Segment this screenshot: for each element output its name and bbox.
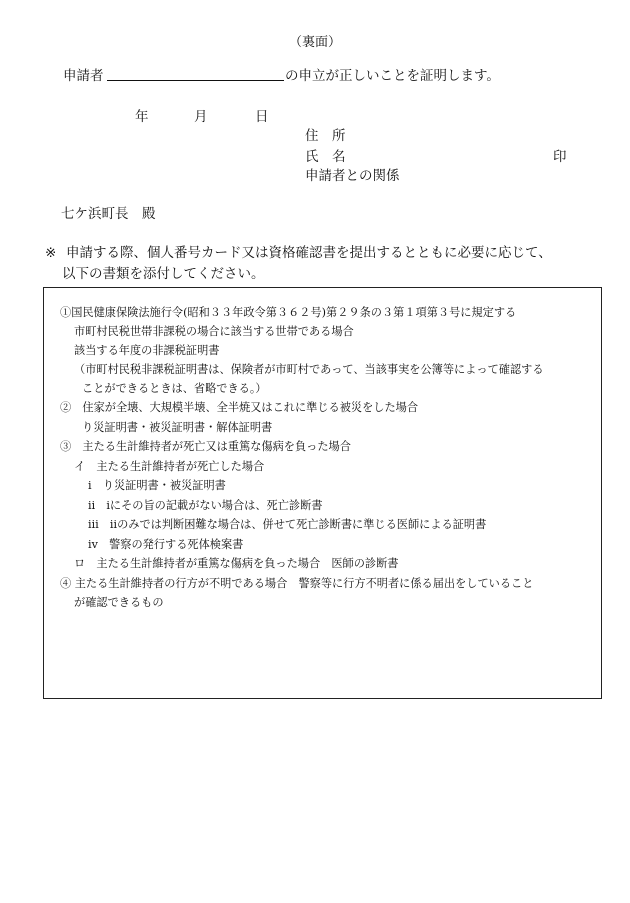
- certifier-name-label: 氏 名: [305, 149, 346, 165]
- doc-item-3-sub-i-4: ⅳ 警察の発行する死体検案書: [88, 538, 244, 551]
- doc-item-2-document: り災証明書・被災証明書・解体証明書: [82, 421, 273, 434]
- doc-item-4-heading: ④ 主たる生計維持者の行方が不明である場合 警察等に行方不明者に係る届出をしていること: [60, 577, 534, 590]
- doc-item-1-heading: ①国民健康保険法施行令(昭和３３年政令第３６２号)第２９条の３第１項第３号に規定する: [60, 306, 517, 319]
- doc-item-3-sub-i-2: ⅱ ⅰにその旨の記載がない場合は、死亡診断書: [88, 499, 323, 512]
- date-year-label: 年: [135, 109, 149, 125]
- doc-item-4-heading-cont: が確認できるもの: [74, 596, 164, 609]
- certifier-relation-label: 申請者との関係: [305, 168, 400, 184]
- certification-prefix: 申請者: [63, 68, 104, 84]
- doc-item-3-heading: ③ 主たる生計維持者が死亡又は重篤な傷病を負った場合: [60, 440, 351, 453]
- date-month-label: 月: [194, 109, 208, 125]
- doc-item-2-heading: ② 住家が全壊、大規模半壊、全半焼又はこれに準じる被災をした場合: [60, 401, 419, 414]
- certifier-address-label: 住 所: [305, 128, 346, 144]
- note-asterisk: ※: [45, 245, 57, 261]
- doc-item-1-document: 該当する年度の非課税証明書: [74, 344, 220, 357]
- page-title: （裏面）: [288, 35, 341, 50]
- certification-suffix: の申立が正しいことを証明します。: [285, 68, 500, 84]
- applicant-name-blank-line: [107, 80, 284, 81]
- note-line-1: 申請する際、個人番号カード又は資格確認書を提出するとともに必要に応じて、: [66, 245, 552, 261]
- doc-item-3-sub-i-3: ⅲ ⅱのみでは判断困難な場合は、併せて死亡診断書に準じる医師による証明書: [88, 518, 487, 531]
- doc-item-1-note: （市町村民税非課税証明書は、保険者が市町村であって、当該事実を公簿等によって確認する: [74, 363, 544, 376]
- note-line-2: 以下の書類を添付してください。: [62, 266, 265, 282]
- doc-item-3-sub-i-1: ⅰ り災証明書・被災証明書: [88, 479, 226, 492]
- date-day-label: 日: [255, 109, 269, 125]
- doc-item-3-sub-i-heading: イ 主たる生計維持者が死亡した場合: [74, 460, 265, 473]
- seal-mark: 印: [553, 149, 567, 165]
- doc-item-1-note-cont: ことができるときは、省略できる。）: [82, 382, 267, 395]
- required-documents-box: [43, 287, 602, 699]
- addressee: 七ケ浜町長 殿: [61, 206, 156, 222]
- doc-item-3-sub-ro: ロ 主たる生計維持者が重篤な傷病を負った場合 医師の診断書: [74, 557, 399, 570]
- doc-item-1-heading-cont: 市町村民税世帯非課税の場合に該当する世帯である場合: [74, 325, 354, 338]
